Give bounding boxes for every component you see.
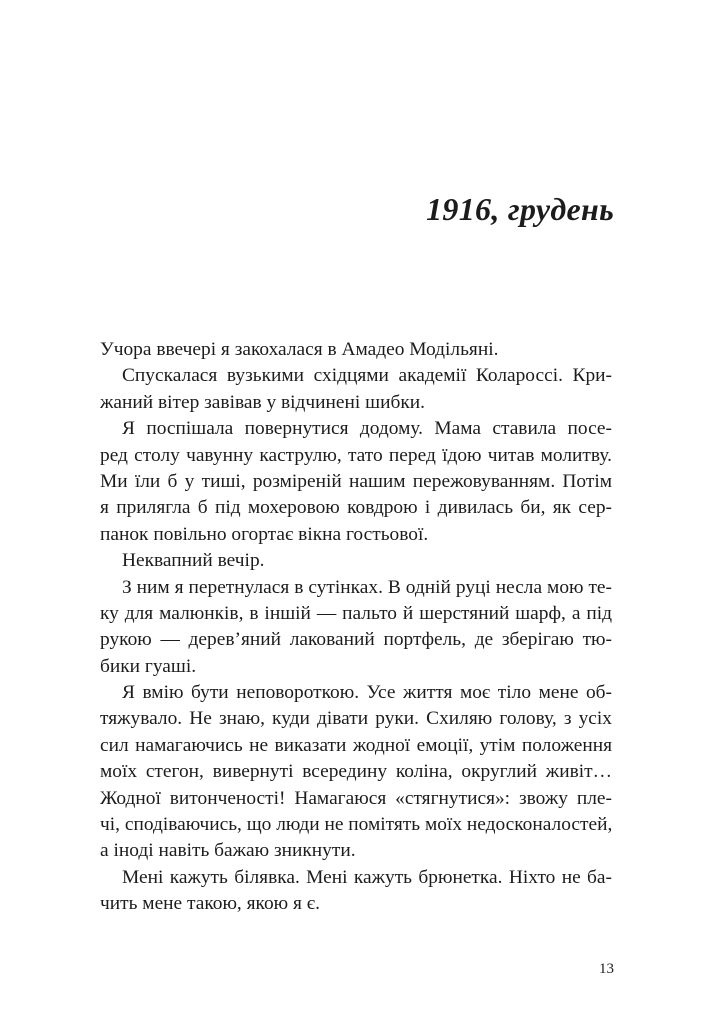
chapter-title: 1916, грудень: [426, 191, 614, 227]
text-line: Учора ввечері я закохалася в Амадео Модільяні.: [100, 339, 499, 360]
text-line: панок повільно огортає вікна гостьової.: [100, 523, 429, 545]
paragraph: [100, 865, 612, 918]
text-line: Мені кажуть білявка. Мені кажуть брюнетка. Ніхто не ба-: [122, 866, 612, 888]
page-number: 13: [599, 961, 614, 977]
text-line: чі, сподіваючись, що люди не помітять моїх недосконалостей,: [100, 814, 613, 836]
text-line: ку для малюнків, в іншій — пальто й шерстяний шарф, а під: [100, 602, 612, 624]
text-line: Ми їли б у тиші, розміреній нашим пережовуванням. Потім: [100, 470, 612, 492]
text-line: Жодної витонченості! Намагаюся «стягнутися»: звожу пле-: [100, 787, 612, 809]
text-line: Я поспішала повернутися додому. Мама ставила посе-: [122, 418, 612, 440]
text-line: ред столу чавунну каструлю, тато перед їдою читав молитву.: [100, 444, 612, 466]
body-text: [100, 337, 612, 918]
text-line: моїх стегон, вивернуті всередину коліна, округлий живіт…: [100, 761, 612, 783]
text-line: я прилягла б під мохеровою ковдрою і дивилась би, як сер-: [100, 497, 612, 519]
text-line: жаний вітер завівав у відчинені шибки.: [100, 391, 425, 413]
text-line: З ним я перетнулася в сутінках. В одній руці несла мою те-: [122, 576, 612, 598]
paragraph: [100, 575, 612, 681]
text-line: Неквапний вечір.: [122, 550, 265, 572]
text-line: рукою — дерев’яний лакований портфель, де зберігаю тю-: [100, 629, 612, 651]
paragraph: [100, 363, 612, 416]
text-line: тяжувало. Не знаю, куди дівати руки. Схиляю голову, з усіх: [100, 708, 612, 730]
text-line: Я вмію бути неповороткою. Усе життя моє тіло мене об-: [122, 682, 612, 704]
text-line: чить мене такою, якою я є.: [100, 893, 320, 915]
text-line: Спускалася вузькими східцями академії Колароссі. Кри-: [122, 365, 612, 387]
text-line: а іноді навіть бажаю зникнути.: [100, 840, 356, 862]
paragraph: [100, 548, 612, 574]
paragraph: [100, 416, 612, 548]
paragraph: [100, 680, 612, 865]
paragraph: [100, 337, 612, 363]
text-line: бики гуаші.: [100, 655, 197, 677]
text-line: сил намагаючись не виказати жодної емоції, утім положення: [100, 734, 612, 756]
